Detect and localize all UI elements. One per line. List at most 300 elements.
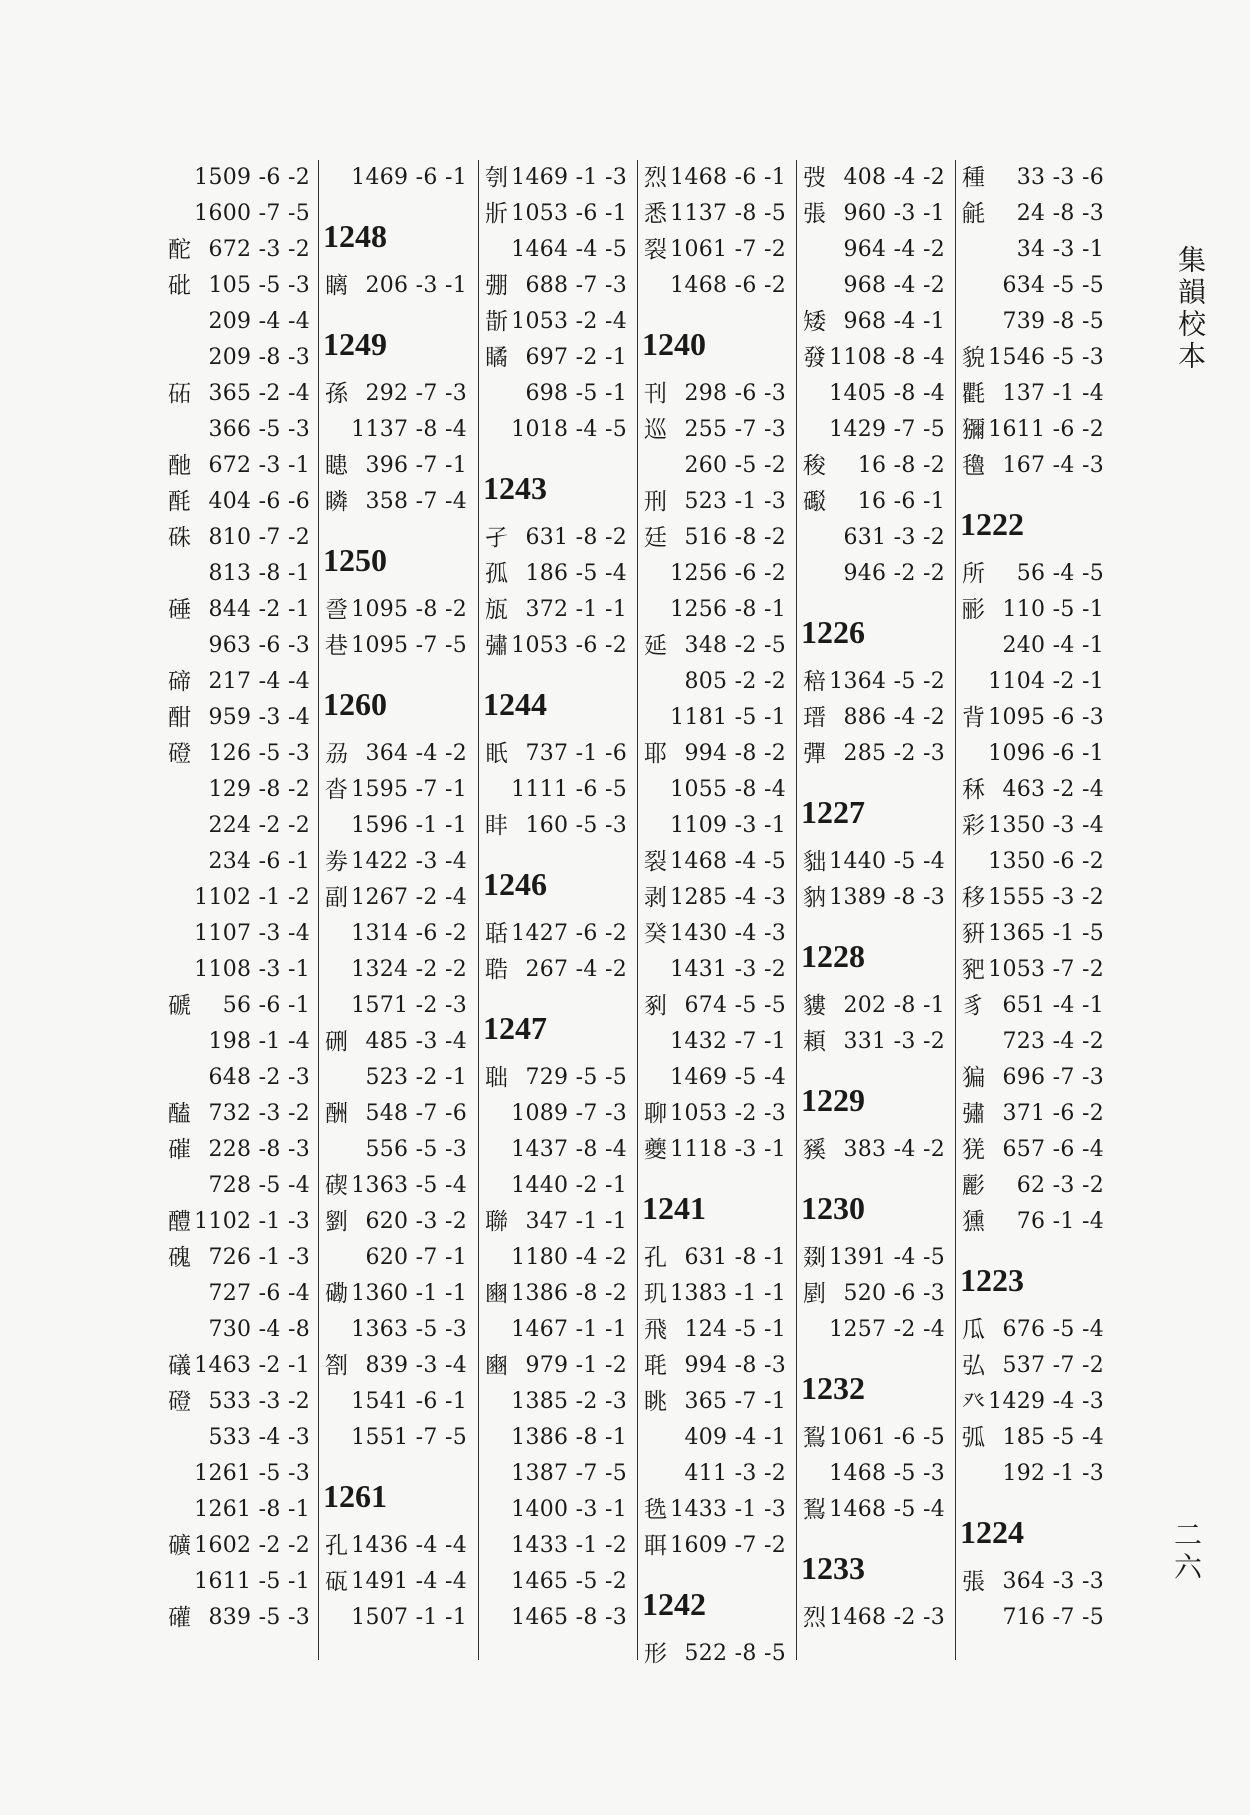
- entry-reference: 1257 -2 -4: [829, 1317, 945, 1342]
- entry-character: 猐: [962, 1137, 985, 1163]
- entry-reference: 1427 -6 -2: [511, 921, 627, 946]
- entry-character: 孑: [485, 525, 508, 551]
- entry-character: 弧: [962, 1425, 985, 1451]
- entry-reference: 365 -2 -4: [208, 381, 310, 406]
- section-heading: 1250: [323, 542, 387, 578]
- section-heading: 1243: [483, 470, 547, 506]
- index-entry: [162, 484, 314, 520]
- index-entry: [956, 916, 1108, 952]
- entry-character: 瓜: [962, 1317, 985, 1343]
- entry-reference: 648 -2 -3: [208, 1065, 310, 1090]
- index-entry: [162, 1348, 314, 1384]
- entry-reference: 994 -8 -3: [684, 1353, 786, 1378]
- index-entry: [956, 952, 1108, 988]
- entry-reference: 1467 -1 -1: [511, 1317, 627, 1342]
- entry-character: 豣: [962, 921, 985, 947]
- index-entry: [956, 880, 1108, 916]
- entry-reference: 186 -5 -4: [525, 561, 627, 586]
- index-entry: [956, 196, 1108, 232]
- section-heading: 1249: [323, 326, 387, 362]
- index-entry: [638, 412, 790, 448]
- section-heading: 1228: [801, 938, 865, 974]
- entry-reference: 732 -3 -2: [208, 1101, 310, 1126]
- entry-character: 碲: [168, 669, 191, 695]
- entry-reference: 520 -6 -3: [843, 1281, 945, 1306]
- entry-character: 磡: [325, 1281, 348, 1307]
- entry-character: 彨: [962, 597, 985, 623]
- index-column: [318, 160, 471, 1660]
- entry-character: 豸: [962, 993, 985, 1019]
- entry-character: 瞲: [485, 345, 508, 371]
- entry-reference: 716 -7 -5: [1002, 1605, 1104, 1630]
- entry-reference: 1137 -8 -5: [670, 201, 786, 226]
- entry-reference: 1363 -5 -4: [351, 1173, 467, 1198]
- index-entry: [638, 664, 790, 700]
- index-entry: [479, 340, 631, 376]
- index-entry: [479, 232, 631, 268]
- index-entry: [162, 1312, 314, 1348]
- entry-reference: 723 -4 -2: [1002, 1029, 1104, 1054]
- entry-reference: 1465 -5 -2: [511, 1569, 627, 1594]
- entry-reference: 24 -8 -3: [1016, 201, 1104, 226]
- index-entry: [638, 1096, 790, 1132]
- entry-reference: 1137 -8 -4: [351, 417, 467, 442]
- entry-character: 沓: [325, 777, 348, 803]
- entry-character: 貗: [803, 993, 826, 1019]
- entry-reference: 202 -8 -1: [843, 993, 945, 1018]
- section-heading: 1242: [642, 1586, 706, 1622]
- entry-character: 硾: [168, 597, 191, 623]
- index-entry: [319, 1420, 471, 1456]
- index-entry: [956, 1420, 1108, 1456]
- entry-reference: 537 -7 -2: [1002, 1353, 1104, 1378]
- index-entry: [797, 340, 949, 376]
- entry-character: 磃: [168, 993, 191, 1019]
- index-entry: [797, 880, 949, 916]
- index-entry: [956, 1132, 1108, 1168]
- section-heading: 1233: [801, 1550, 865, 1586]
- entry-character: 耶: [644, 741, 667, 767]
- index-entry: [162, 952, 314, 988]
- index-entry: [638, 1240, 790, 1276]
- entry-reference: 1102 -1 -3: [194, 1209, 310, 1234]
- entry-character: 聊: [644, 1101, 667, 1127]
- index-entry: [319, 628, 471, 664]
- entry-character: 裂: [644, 237, 667, 263]
- entry-reference: 729 -5 -5: [525, 1065, 627, 1090]
- index-entry: [797, 376, 949, 412]
- index-entry: [479, 556, 631, 592]
- section-heading: 1244: [483, 686, 547, 722]
- index-entry: [638, 628, 790, 664]
- entry-reference: 62 -3 -2: [1016, 1173, 1104, 1198]
- entry-character: 彇: [485, 633, 508, 659]
- entry-reference: 358 -7 -4: [365, 489, 467, 514]
- entry-character: 稄: [803, 453, 826, 479]
- entry-character: 獼: [962, 417, 985, 443]
- index-entry: [162, 340, 314, 376]
- index-entry: [956, 700, 1108, 736]
- entry-character: 裂: [644, 849, 667, 875]
- entry-reference: 298 -6 -3: [684, 381, 786, 406]
- entry-character: 酬: [325, 1101, 348, 1127]
- index-entry: [797, 988, 949, 1024]
- entry-character: 張: [803, 201, 826, 227]
- index-entry: [319, 952, 471, 988]
- index-entry: [479, 1600, 631, 1636]
- index-entry: [319, 736, 471, 772]
- entry-character: 瞣: [325, 453, 348, 479]
- index-entry: [162, 1096, 314, 1132]
- index-entry: [638, 196, 790, 232]
- entry-character: 背: [962, 705, 985, 731]
- entry-reference: 16 -8 -2: [857, 453, 945, 478]
- entry-reference: 217 -4 -4: [208, 669, 310, 694]
- index-entry: [162, 1492, 314, 1528]
- entry-reference: 1391 -4 -5: [829, 1245, 945, 1270]
- entry-reference: 192 -1 -3: [1002, 1461, 1104, 1486]
- entry-reference: 631 -8 -1: [684, 1245, 786, 1270]
- index-column: [796, 160, 949, 1660]
- index-entry: [638, 1024, 790, 1060]
- entry-reference: 620 -7 -1: [365, 1245, 467, 1270]
- entry-reference: 267 -4 -2: [525, 957, 627, 982]
- entry-reference: 994 -8 -2: [684, 741, 786, 766]
- entry-character: 矮: [803, 309, 826, 335]
- index-entry: [162, 520, 314, 556]
- index-entry: [638, 1528, 790, 1564]
- entry-character: 弸: [485, 273, 508, 299]
- index-entry: [479, 1348, 631, 1384]
- entry-reference: 1360 -1 -1: [351, 1281, 467, 1306]
- index-entry: [479, 952, 631, 988]
- index-entry: [956, 808, 1108, 844]
- entry-character: 形: [644, 1641, 667, 1667]
- entry-reference: 946 -2 -2: [843, 561, 945, 586]
- index-entry: [797, 520, 949, 556]
- entry-reference: 1596 -1 -1: [351, 813, 467, 838]
- entry-reference: 672 -3 -2: [208, 237, 310, 262]
- entry-reference: 404 -6 -6: [208, 489, 310, 514]
- entry-reference: 634 -5 -5: [1002, 273, 1104, 298]
- entry-reference: 1053 -6 -2: [511, 633, 627, 658]
- entry-character: 孔: [325, 1533, 348, 1559]
- index-entry: [797, 484, 949, 520]
- entry-character: 酕: [168, 489, 191, 515]
- entry-character: 稖: [803, 669, 826, 695]
- entry-reference: 255 -7 -3: [684, 417, 786, 442]
- index-entry: [162, 1564, 314, 1600]
- index-entry: [638, 1060, 790, 1096]
- entry-reference: 1386 -8 -1: [511, 1425, 627, 1450]
- index-entry: [319, 988, 471, 1024]
- entry-reference: 533 -3 -2: [208, 1389, 310, 1414]
- index-entry: [479, 268, 631, 304]
- entry-reference: 167 -4 -3: [1002, 453, 1104, 478]
- index-entry: [319, 160, 471, 196]
- entry-character: 延: [644, 633, 667, 659]
- entry-reference: 224 -2 -2: [208, 813, 310, 838]
- entry-reference: 1433 -1 -3: [670, 1497, 786, 1522]
- entry-reference: 1365 -1 -5: [988, 921, 1104, 946]
- entry-reference: 285 -2 -3: [843, 741, 945, 766]
- entry-reference: 1314 -6 -2: [351, 921, 467, 946]
- entry-reference: 556 -5 -3: [365, 1137, 467, 1162]
- section-heading: 1222: [960, 506, 1024, 542]
- index-entry: [797, 1132, 949, 1168]
- index-entry: [319, 1240, 471, 1276]
- entry-reference: 1464 -4 -5: [511, 237, 627, 262]
- index-column: [637, 160, 790, 1667]
- entry-reference: 16 -6 -1: [857, 489, 945, 514]
- entry-character: 酏: [168, 453, 191, 479]
- entry-reference: 1055 -8 -4: [670, 777, 786, 802]
- section-heading: 1223: [960, 1262, 1024, 1298]
- index-entry: [638, 592, 790, 628]
- index-entry: [956, 664, 1108, 700]
- index-entry: [319, 412, 471, 448]
- entry-reference: 110 -5 -1: [1002, 597, 1104, 622]
- index-entry: [956, 988, 1108, 1024]
- entry-reference: 1108 -8 -4: [829, 345, 945, 370]
- index-entry: [162, 1528, 314, 1564]
- entry-reference: 1491 -4 -4: [351, 1569, 467, 1594]
- index-entry: [638, 520, 790, 556]
- index-entry: [479, 1132, 631, 1168]
- entry-reference: 1595 -7 -1: [351, 777, 467, 802]
- entry-character: 剢: [644, 993, 667, 1019]
- entry-reference: 1061 -7 -2: [670, 237, 786, 262]
- entry-reference: 260 -5 -2: [684, 453, 786, 478]
- index-entry: [162, 988, 314, 1024]
- index-entry: [162, 916, 314, 952]
- entry-reference: 1267 -2 -4: [351, 885, 467, 910]
- index-entry: [638, 376, 790, 412]
- index-entry: [638, 1348, 790, 1384]
- index-entry: [479, 1528, 631, 1564]
- entry-reference: 1061 -6 -5: [829, 1425, 945, 1450]
- entry-reference: 1118 -3 -1: [670, 1137, 786, 1162]
- index-entry: [638, 772, 790, 808]
- entry-character: 彇: [962, 1101, 985, 1127]
- entry-character: 砙: [325, 1569, 348, 1595]
- index-entry: [638, 1384, 790, 1420]
- entry-reference: 676 -5 -4: [1002, 1317, 1104, 1342]
- entry-character: 礦: [168, 1533, 191, 1559]
- entry-character: 氍: [962, 381, 985, 407]
- entry-character: 夔: [644, 1137, 667, 1163]
- index-entry: [162, 1384, 314, 1420]
- entry-character: 剟: [803, 1245, 826, 1271]
- entry-reference: 364 -4 -2: [365, 741, 467, 766]
- index-entry: [638, 916, 790, 952]
- entry-reference: 348 -2 -5: [684, 633, 786, 658]
- index-entry: [797, 304, 949, 340]
- index-entry: [797, 556, 949, 592]
- entry-character: 刑: [644, 489, 667, 515]
- index-entry: [797, 736, 949, 772]
- entry-reference: 728 -5 -4: [208, 1173, 310, 1198]
- index-entry: [162, 1024, 314, 1060]
- entry-reference: 1465 -8 -3: [511, 1605, 627, 1630]
- entry-reference: 124 -5 -1: [684, 1317, 786, 1342]
- entry-reference: 1602 -2 -2: [194, 1533, 310, 1558]
- entry-character: 瑨: [803, 705, 826, 731]
- entry-reference: 1108 -3 -1: [194, 957, 310, 982]
- index-entry: [479, 808, 631, 844]
- entry-reference: 1405 -8 -4: [829, 381, 945, 406]
- entry-reference: 1432 -7 -1: [670, 1029, 786, 1054]
- entry-reference: 960 -3 -1: [843, 201, 945, 226]
- entry-reference: 979 -1 -2: [525, 1353, 627, 1378]
- entry-reference: 1430 -4 -3: [670, 921, 786, 946]
- entry-reference: 1095 -8 -2: [351, 597, 467, 622]
- index-entry: [479, 1456, 631, 1492]
- entry-character: 彲: [962, 1173, 985, 1199]
- index-entry: [319, 448, 471, 484]
- entry-character: 劵: [325, 849, 348, 875]
- entry-reference: 1468 -4 -5: [670, 849, 786, 874]
- index-entry: [638, 448, 790, 484]
- entry-reference: 1386 -8 -2: [511, 1281, 627, 1306]
- entry-reference: 1095 -6 -3: [988, 705, 1104, 730]
- entry-reference: 1463 -2 -1: [194, 1353, 310, 1378]
- entry-character: 磈: [168, 1245, 191, 1271]
- entry-character: 豝: [962, 957, 985, 983]
- index-entry: [162, 1060, 314, 1096]
- index-entry: [319, 484, 471, 520]
- entry-character: 獯: [962, 1209, 985, 1235]
- entry-reference: 516 -8 -2: [684, 525, 786, 550]
- entry-character: 豳: [485, 1281, 508, 1307]
- section-heading: 1248: [323, 218, 387, 254]
- section-heading: 1230: [801, 1190, 865, 1226]
- entry-character: 孔: [644, 1245, 667, 1271]
- index-entry: [956, 1168, 1108, 1204]
- index-entry: [319, 376, 471, 412]
- entry-reference: 1440 -2 -1: [511, 1173, 627, 1198]
- index-entry: [162, 1132, 314, 1168]
- index-entry: [479, 1060, 631, 1096]
- index-entry: [479, 304, 631, 340]
- entry-character: 剥: [644, 885, 667, 911]
- index-entry: [162, 412, 314, 448]
- index-entry: [638, 556, 790, 592]
- entry-character: 劄: [325, 1353, 348, 1379]
- entry-reference: 672 -3 -1: [208, 453, 310, 478]
- section-heading: 1260: [323, 686, 387, 722]
- entry-reference: 1109 -3 -1: [670, 813, 786, 838]
- entry-reference: 523 -1 -3: [684, 489, 786, 514]
- index-entry: [479, 772, 631, 808]
- entry-character: 孫: [325, 381, 348, 407]
- entry-character: 彈: [803, 741, 826, 767]
- entry-reference: 730 -4 -8: [208, 1317, 310, 1342]
- section-heading: 1229: [801, 1082, 865, 1118]
- index-entry: [162, 1168, 314, 1204]
- entry-reference: 839 -5 -3: [208, 1605, 310, 1630]
- entry-reference: 409 -4 -1: [684, 1425, 786, 1450]
- index-entry: [638, 808, 790, 844]
- entry-reference: 739 -8 -5: [1002, 309, 1104, 334]
- index-entry: [638, 484, 790, 520]
- entry-reference: 56 -4 -5: [1016, 561, 1104, 586]
- index-entry: [319, 1096, 471, 1132]
- entry-character: 移: [962, 885, 985, 911]
- entry-reference: 1433 -1 -2: [511, 1533, 627, 1558]
- index-entry: [479, 520, 631, 556]
- index-entry: [319, 1384, 471, 1420]
- entry-character: 癶: [962, 1389, 985, 1415]
- index-entry: [638, 880, 790, 916]
- entry-reference: 1469 -5 -4: [670, 1065, 786, 1090]
- entry-character: 貀: [803, 849, 826, 875]
- entry-reference: 1429 -7 -5: [829, 417, 945, 442]
- index-entry: [956, 1204, 1108, 1240]
- entry-character: 頛: [803, 1029, 826, 1055]
- index-entry: [319, 1276, 471, 1312]
- entry-reference: 1440 -5 -4: [829, 849, 945, 874]
- index-entry: [479, 1168, 631, 1204]
- entry-character: 發: [803, 345, 826, 371]
- entry-reference: 240 -4 -1: [1002, 633, 1104, 658]
- entry-character: 眺: [644, 1389, 667, 1415]
- index-entry: [638, 1420, 790, 1456]
- index-entry: [797, 196, 949, 232]
- index-entry: [956, 556, 1108, 592]
- index-entry: [162, 808, 314, 844]
- entry-character: 聕: [485, 957, 508, 983]
- index-entry: [638, 1636, 790, 1672]
- entry-reference: 1551 -7 -5: [351, 1425, 467, 1450]
- entry-reference: 1324 -2 -2: [351, 957, 467, 982]
- entry-character: 秝: [962, 777, 985, 803]
- entry-character: 毹: [962, 201, 985, 227]
- entry-character: 飛: [644, 1317, 667, 1343]
- index-entry: [162, 1276, 314, 1312]
- section-heading: 1226: [801, 614, 865, 650]
- entry-reference: 206 -3 -1: [365, 273, 467, 298]
- entry-reference: 1107 -3 -4: [194, 921, 310, 946]
- index-entry: [479, 1420, 631, 1456]
- index-entry: [162, 628, 314, 664]
- entry-reference: 1611 -6 -2: [988, 417, 1104, 442]
- entry-reference: 1089 -7 -3: [511, 1101, 627, 1126]
- entry-reference: 674 -5 -5: [684, 993, 786, 1018]
- entry-reference: 126 -5 -3: [208, 741, 310, 766]
- section-heading: 1232: [801, 1370, 865, 1406]
- index-entry: [319, 268, 471, 304]
- entry-reference: 485 -3 -4: [365, 1029, 467, 1054]
- entry-character: 玑: [644, 1281, 667, 1307]
- index-entry: [638, 736, 790, 772]
- index-entry: [479, 736, 631, 772]
- index-entry: [162, 1456, 314, 1492]
- entry-reference: 137 -1 -4: [1002, 381, 1104, 406]
- index-entry: [162, 556, 314, 592]
- index-entry: [319, 1348, 471, 1384]
- entry-reference: 463 -2 -4: [1002, 777, 1104, 802]
- entry-reference: 1095 -7 -5: [351, 633, 467, 658]
- index-entry: [479, 592, 631, 628]
- entry-reference: 160 -5 -3: [525, 813, 627, 838]
- index-entry: [638, 1132, 790, 1168]
- entry-reference: 698 -5 -1: [525, 381, 627, 406]
- entry-character: 孤: [485, 561, 508, 587]
- index-entry: [319, 1564, 471, 1600]
- entry-character: 巡: [644, 417, 667, 443]
- entry-character: 盽: [485, 813, 508, 839]
